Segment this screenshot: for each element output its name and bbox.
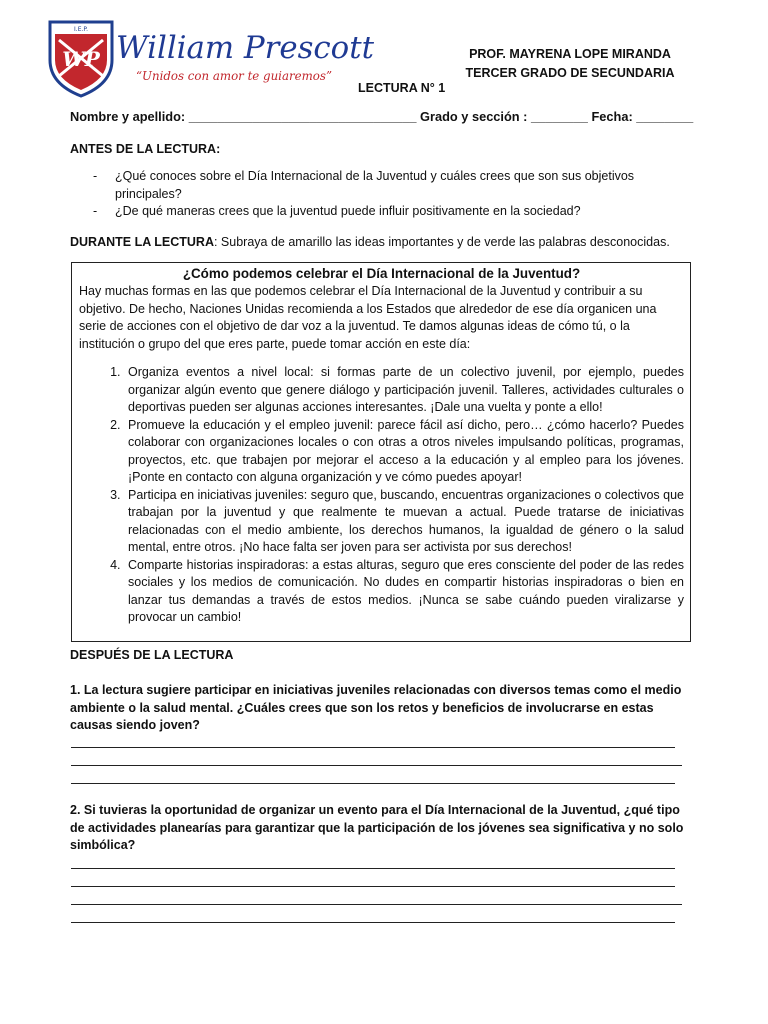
reading-box	[71, 262, 691, 642]
reading-item: 4. Comparte historias inspiradoras: a estas alturas, seguro que eres consciente del poder de las redes sociales y los medios de comunicación. No dudes en compartir historias inspiradoras o bien en lanzar tus demandas a través de estos medios. ¡Nunca se sabe cuándo pueden viralizarse y provocar un cambio!	[124, 557, 684, 627]
reading-item: 2. Promueve la educación y el empleo juvenil: parece fácil así dicho, pero… ¿cómo hacerlo? Puedes colaborar con organizaciones locales o con otras a otros niveles impulsando políticas, programas, proyectos, etc. que trabajen por mejorar el acceso a la educación y al empleo para los jóvenes. ¡Ponte en contacto con alguna organización y ve cómo puedes apoyar!	[124, 417, 684, 487]
student-info-row[interactable]: Nombre y apellido: ________________________________ Grado y sección : ________ Fecha: ________	[70, 109, 694, 124]
answer-line[interactable]	[71, 747, 675, 748]
answer-line[interactable]	[71, 783, 675, 784]
during-reading-label: DURANTE LA LECTURA	[70, 235, 214, 249]
school-logo	[46, 18, 376, 98]
reading-title: ¿Cómo podemos celebrar el Día Internacional de la Juventud?	[182, 266, 581, 281]
answer-line[interactable]	[71, 922, 675, 923]
during-reading-text: : Subraya de amarillo las ideas importantes y de verde las palabras desconocidas.	[213, 235, 670, 249]
during-reading-instruction	[70, 234, 710, 252]
school-crest	[50, 22, 112, 96]
reading-intro: Hay muchas formas en las que podemos celebrar el Día Internacional de la Juventud y contribuir a su objetivo. De hecho, Naciones Unidas recomienda a los Estados que alrededor de ese día organicen una serie de acciones con el objetivo de dar voz a la juventud. Te damos algunas ideas de cómo tú, o la institución o grupo del que eres parte, puede tomar acción en este día:	[79, 284, 657, 351]
teacher-name: PROF. MAYRENA LOPE MIRANDA	[469, 47, 671, 61]
reading-number: LECTURA N° 1	[358, 81, 446, 95]
answer-line[interactable]	[71, 904, 682, 905]
after-reading-title: DESPUÉS DE LA LECTURA	[70, 648, 234, 662]
crest-initials: WP	[62, 47, 100, 71]
reading-item: 1. Organiza eventos a nivel local: si formas parte de un colectivo juvenil, por ejemplo, puedes organizar algún evento que genere diálogo y participación juvenil. Talleres, actividades culturales o deportivas pueden ser algunas acciones interesantes. ¡Dale una vuelta y ponte a ello!	[124, 364, 684, 417]
before-question: - ¿Qué conoces sobre el Día Internacional de la Juventud y cuáles crees que son sus objetivos principales?	[70, 168, 670, 203]
before-reading-title: ANTES DE LA LECTURA:	[70, 142, 221, 156]
before-question: - ¿De qué maneras crees que la juventud puede influir positivamente en la sociedad?	[70, 203, 670, 221]
school-name: William Prescott	[116, 30, 375, 66]
reading-item: 3. Participa en iniciativas juveniles: seguro que, buscando, encuentras organizaciones o colectivos que trabajan por la juventud y que realmente te muevan a actual. Puede tratarse de iniciativas relacionadas con el medio ambiente, los derechos humanos, la igualdad de género o la salud mental, entre otros. ¡No hace falta ser joven para ser activista por sus derechos!	[124, 487, 684, 557]
crest-tag: I.E.P.	[74, 26, 88, 33]
reading-list	[79, 364, 684, 627]
answer-line[interactable]	[71, 886, 675, 887]
question-1: 1. La lectura sugiere participar en iniciativas juveniles relacionadas con diversos temas como el medio ambiente o la salud mental. ¿Cuáles crees que son los retos y beneficios de involucrarse en estas causas siendo joven?	[70, 683, 682, 732]
school-motto: “Unidos con amor te guiaremos”	[136, 68, 332, 83]
answer-line[interactable]	[71, 868, 675, 869]
teacher-block	[440, 45, 700, 83]
answer-line[interactable]	[71, 765, 682, 766]
question-2: 2. Si tuvieras la oportunidad de organizar un evento para el Día Internacional de la Juventud, ¿qué tipo de actividades planearías para garantizar que la participación de los jóvenes sea significativa y no solo simbólica?	[70, 803, 684, 852]
grade-level: TERCER GRADO DE SECUNDARIA	[465, 66, 675, 80]
before-reading-questions	[70, 168, 670, 221]
